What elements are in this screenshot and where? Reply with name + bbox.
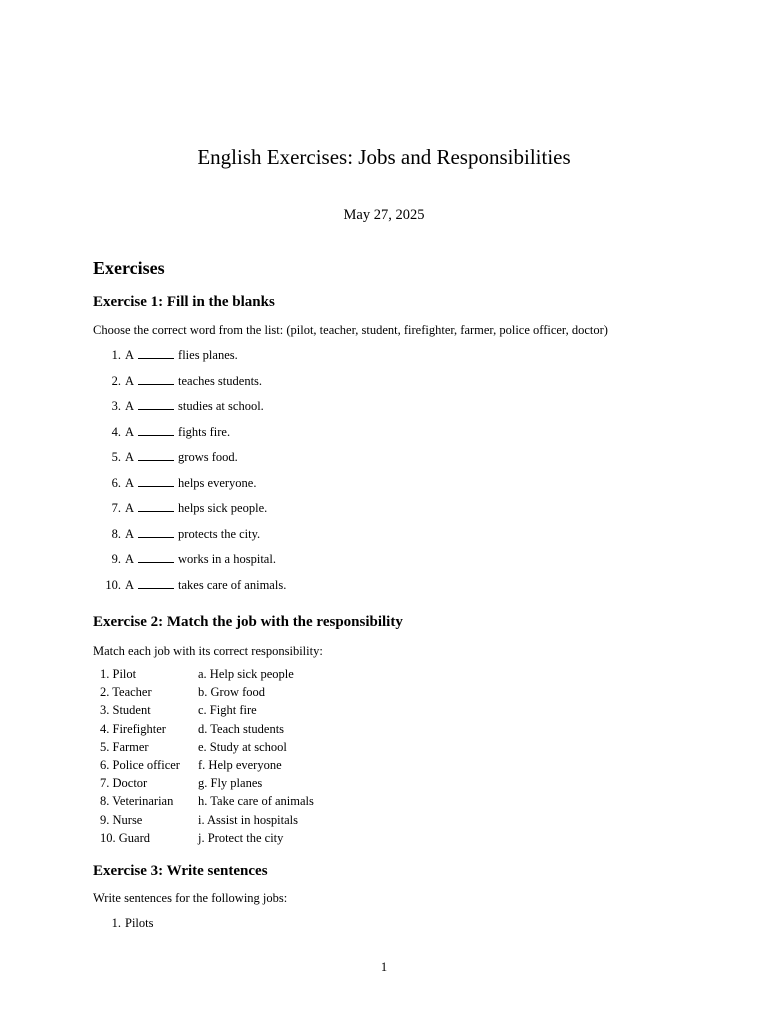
item-number: 7. [111,501,121,515]
item-number: 3. [111,399,121,413]
responsibility-cell: g. Fly planes [198,776,263,791]
responsibility-cell: i. Assist in hospitals [198,812,299,827]
item-prefix: A [125,424,135,439]
answer-blank[interactable] [138,425,174,436]
job-cell: 3. Student [100,703,151,718]
responsibility-cell: f. Help everyone [198,757,282,772]
section-heading-exercises: Exercises [93,258,165,278]
list-item [93,551,276,567]
job-cell: 9. Nurse [100,812,143,827]
item-number: 8. [111,526,121,541]
responsibility-cell: h. Take care of animals [198,794,314,809]
list-item [93,347,238,363]
item-suffix: flies planes. [178,348,238,362]
list-item [93,424,230,440]
answer-blank[interactable] [138,552,174,563]
item-number: 1. [111,916,121,930]
job-cell: 7. Doctor [100,776,148,791]
exercise2-instruction: Match each job with its correct responsibility: [93,644,323,658]
item-prefix: A [125,577,135,592]
exercise3-heading: Exercise 3: Write sentences [93,863,268,879]
item-number: 6. [111,475,121,490]
responsibility-cell: c. Fight fire [198,703,257,718]
item-suffix: works in a hospital. [178,552,276,566]
answer-blank[interactable] [138,527,174,538]
job-cell: 4. Firefighter [100,721,166,736]
item-prefix: A [125,450,135,464]
page-number: 1 [380,960,388,974]
responsibility-cell: j. Protect the city [198,830,284,845]
item-prefix: A [125,526,135,541]
item-prefix: A [125,475,135,490]
exercise1-heading: Exercise 1: Fill in the blanks [93,294,275,310]
job-cell: 2. Teacher [100,685,152,700]
list-item [93,449,238,465]
exercise3-instruction: Write sentences for the following jobs: [93,891,288,905]
item-suffix: helps everyone. [178,475,257,490]
job-cell: 8. Veterinarian [100,794,174,809]
item-suffix: takes care of animals. [178,577,287,592]
item-prefix: A [125,552,135,566]
job-cell: 6. Police officer [100,757,180,772]
responsibility-cell: b. Grow food [198,685,266,700]
item-number: 9. [111,552,121,566]
exercise1-instruction: Choose the correct word from the list: (pilot, teacher, student, firefighter, farmer, police officer, doctor) [93,323,608,337]
answer-blank[interactable] [138,374,174,385]
answer-blank[interactable] [138,450,174,461]
exercise2-heading: Exercise 2: Match the job with the responsibility [93,614,403,630]
list-item [93,577,286,593]
answer-blank[interactable] [138,399,174,410]
item-number: 2. [111,373,121,388]
item-prefix: A [125,501,135,515]
item-suffix: teaches students. [178,373,263,388]
item-suffix: protects the city. [178,526,261,541]
list-item [93,475,256,491]
responsibility-cell: d. Teach students [198,721,285,736]
job-cell: 1. Pilot [100,667,137,681]
item-prefix: A [125,373,135,388]
job-cell: 10. Guard [100,830,150,845]
responsibility-cell: e. Study at school [198,739,287,754]
item-number: 4. [111,424,121,439]
list-item [93,915,154,931]
responsibility-cell: a. Help sick people [198,667,294,681]
item-number: 5. [111,450,121,464]
item-prefix: A [125,399,135,413]
answer-blank[interactable] [138,578,174,589]
item-suffix: fights fire. [178,424,231,439]
document-title: English Exercises: Jobs and Responsibilities [197,145,571,169]
item-prefix: A [125,348,135,362]
item-suffix: grows food. [178,450,238,464]
item-suffix: helps sick people. [178,501,268,515]
list-item [93,500,267,516]
document-date: May 27, 2025 [343,207,425,223]
list-item [93,398,264,414]
item-number: 1. [111,348,121,362]
item-suffix: studies at school. [178,399,264,413]
job-cell: 5. Farmer [100,739,149,754]
answer-blank[interactable] [138,348,174,359]
answer-blank[interactable] [138,501,174,512]
list-item [93,526,260,542]
list-item [93,373,262,389]
item-number: 10. [105,577,121,592]
answer-blank[interactable] [138,476,174,487]
item-text: Pilots [125,916,154,930]
